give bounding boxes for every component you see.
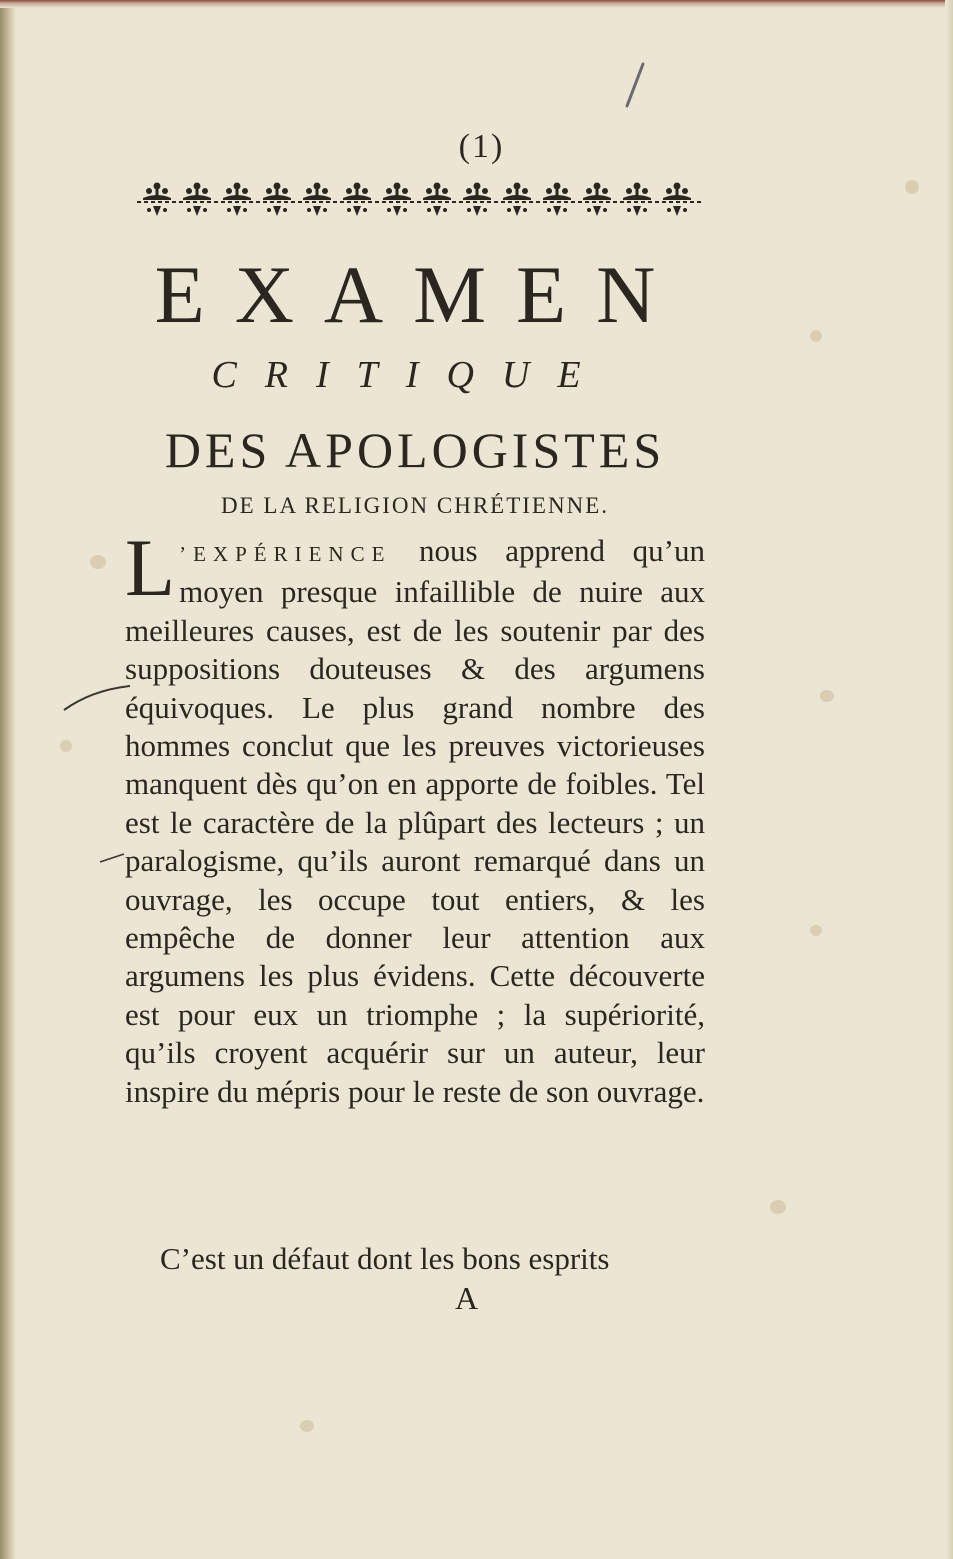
pencil-annotation-mark (615, 60, 655, 110)
opening-smallcaps: ’EXPÉRIENCE (179, 542, 392, 566)
foxing-stain (770, 1200, 786, 1214)
foxing-stain (60, 740, 72, 752)
fleuron-ornament-band (137, 178, 702, 224)
foxing-stain (300, 1420, 314, 1432)
paragraph-body: nous apprend qu’un moyen presque infaillible de nuire aux meilleures causes, est de les soutenir par des suppositions douteuses & des argumens équivoques. Le plus grand nombre des hommes conclut que les preuves victorieuses manquent dès qu’on en apporte de foibles. Tel est le caractère de la plûpart des lecteurs ; un paralogisme, qu’ils auront remarqué dans un ouvrage, les occupe tout entiers, & les empêche de donner leur attention aux argumens les plus évidens. Cette découverte est pour eux un triomphe ; la supériorité, qu’ils croyent acquérir sur un auteur, leur inspire du mépris pour le reste de son ouvrage. (125, 533, 705, 1109)
foxing-stain (810, 330, 822, 342)
title-critique: CRITIQUE (211, 354, 609, 396)
drop-capital: L (125, 522, 176, 613)
page-right-edge (945, 0, 953, 1559)
title-religion-chretienne: DE LA RELIGION CHRÉTIENNE. (220, 493, 609, 518)
foxing-stain (905, 180, 919, 194)
book-spine-edge (0, 0, 16, 1559)
margin-pen-tick (98, 852, 126, 864)
first-paragraph (125, 522, 705, 1111)
page-number: (1) (458, 128, 505, 165)
signature-mark: A (455, 1280, 479, 1316)
title-des-apologistes: DES APOLOGISTES (164, 422, 666, 478)
title-examen: EXAMEN (154, 249, 686, 340)
foxing-stain (90, 555, 106, 569)
foxing-stain (810, 925, 822, 936)
foxing-stain (820, 690, 834, 702)
second-paragraph-start: C’est un défaut dont les bons esprits (160, 1241, 610, 1276)
margin-pen-stroke (62, 682, 132, 712)
page-top-edge (0, 0, 953, 8)
